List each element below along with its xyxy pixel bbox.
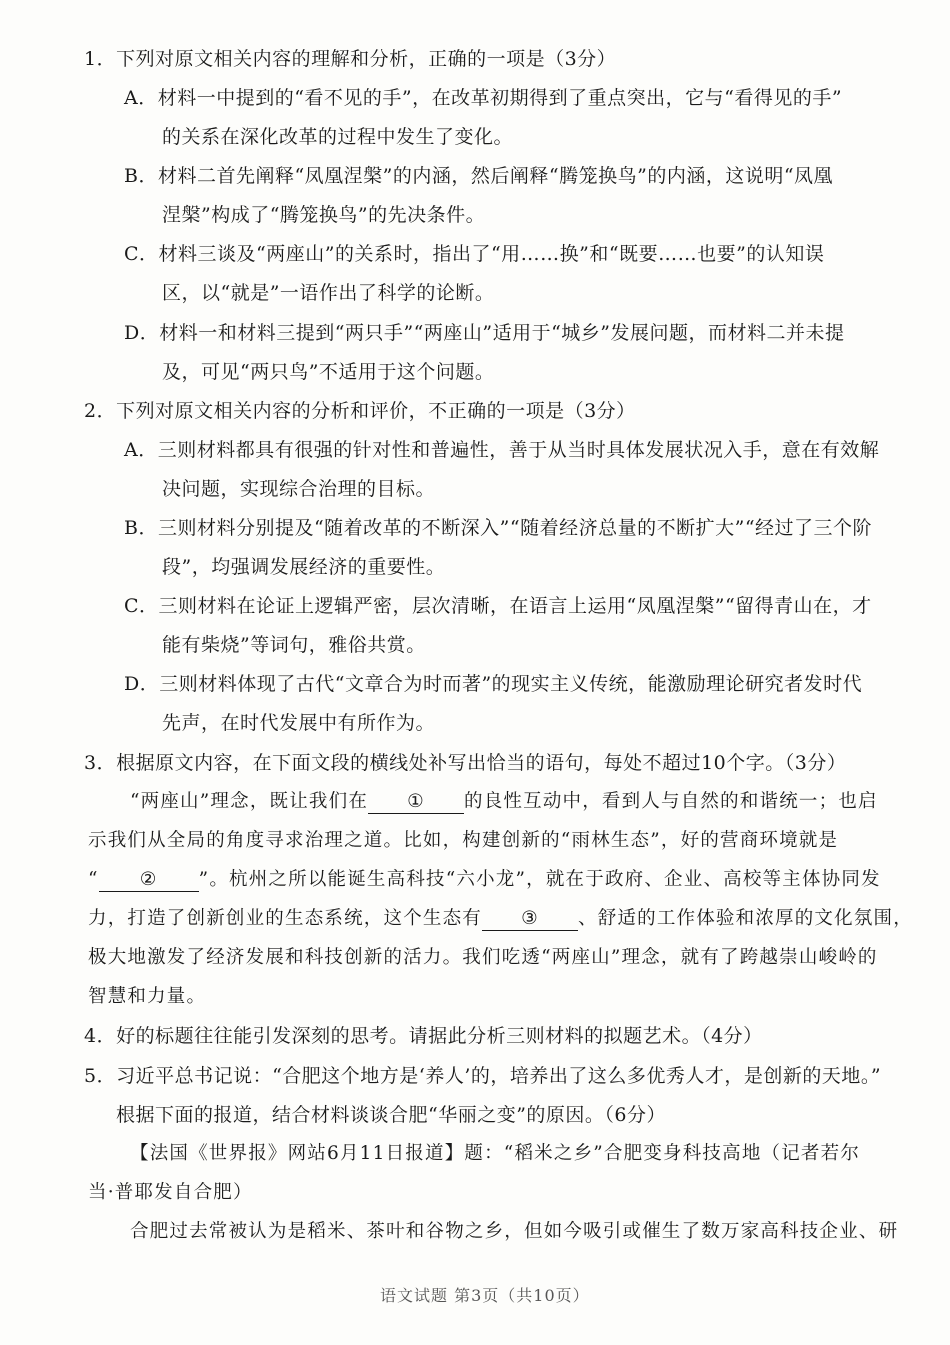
q3-text: 、舒适的工作体验和浓厚的文化氛围， — [578, 908, 913, 929]
q3-text: 的良性互动中，看到人与自然的和谐统一；也启 — [464, 791, 878, 812]
q2-stem: 2．下列对原文相关内容的分析和评价，不正确的一项是（3分） — [84, 400, 636, 422]
report-heading: 【法国《世界报》网站6月11日报道】题：“稻米之乡”合肥变身科技高地（记者若尔 — [130, 1143, 861, 1164]
page-footer: 语文试题 第3页（共10页） — [380, 1286, 590, 1305]
q3-text: ”。杭州之所以能诞生高科技“六小龙”，就在于政府、企业、高校等主体协同发 — [198, 869, 881, 890]
q1-option-a-cont: 的关系在深化改革的过程中发生了变化。 — [162, 126, 514, 148]
q3-para-line-4 — [88, 906, 913, 932]
q1-option-c: C．材料三谈及“两座山”的关系时，指出了“用……换”和“既要……也要”的认知误 — [124, 243, 825, 265]
q1-option-b: B．材料二首先阐释“凤凰涅槃”的内涵，然后阐释“腾笼换鸟”的内涵，这说明“凤凰 — [124, 165, 834, 187]
q3-para-line-1 — [130, 789, 878, 815]
q3-para-line-6: 智慧和力量。 — [88, 986, 207, 1007]
q1-option-a: A．材料一中提到的“看不见的手”，在改革初期得到了重点突出，它与“看得见的手” — [124, 87, 843, 109]
q2-option-b-cont: 段”，均强调发展经济的重要性。 — [162, 556, 446, 578]
q1-option-d-cont: 及，可见“两只鸟”不适用于这个问题。 — [162, 361, 495, 383]
q3-text: “ — [88, 869, 99, 890]
q5-stem-cont: 根据下面的报道，结合材料谈谈合肥“华丽之变”的原因。（6分） — [116, 1104, 667, 1126]
q2-option-b: B．三则材料分别提及“随着改革的不断深入”“随着经济总量的不断扩大”“经过了三个阶 — [124, 517, 873, 539]
q2-option-c-cont: 能有柴烧”等词句，雅俗共赏。 — [162, 634, 426, 656]
q2-option-c: C．三则材料在论证上逻辑严密，层次清晰，在语言上运用“凤凰涅槃”“留得青山在，才 — [124, 595, 872, 617]
q1-option-c-cont: 区，以“就是”一语作出了科学的论断。 — [162, 282, 495, 304]
q3-text: 力，打造了创新创业的生态系统，这个生态有 — [88, 908, 483, 929]
q4-stem: 4．好的标题往往能引发深刻的思考。请据此分析三则材料的拟题艺术。（4分） — [84, 1025, 763, 1047]
q2-option-d-cont: 先声，在时代发展中有所作为。 — [162, 712, 436, 734]
q5-stem: 5．习近平总书记说：“合肥这个地方是‘养人’的，培养出了这么多优秀人才，是创新的天地。” — [84, 1065, 882, 1087]
q2-option-d: D．三则材料体现了古代“文章合为时而著”的现实主义传统，能激励理论研究者发时代 — [124, 673, 863, 695]
fill-blank-3[interactable]: ③ — [482, 908, 578, 931]
report-body: 合肥过去常被认为是稻米、茶叶和谷物之乡，但如今吸引或催生了数万家高科技企业、研 — [130, 1221, 899, 1242]
q1-stem: 1．下列对原文相关内容的理解和分析，正确的一项是（3分） — [84, 48, 617, 70]
fill-blank-1[interactable]: ① — [368, 791, 464, 814]
q3-para-line-5: 极大地激发了经济发展和科技创新的活力。我们吃透“两座山”理念，就有了跨越崇山峻岭的 — [88, 947, 878, 968]
q1-option-d: D．材料一和材料三提到“两只手”“两座山”适用于“城乡”发展问题，而材料二并未提 — [124, 322, 845, 344]
fill-blank-2[interactable]: ② — [99, 869, 199, 892]
q3-para-line-2: 示我们从全局的角度寻求治理之道。比如，构建创新的“雨林生态”，好的营商环境就是 — [88, 830, 839, 851]
q2-option-a: A．三则材料都具有很强的针对性和普遍性，善于从当时具体发展状况入手，意在有效解 — [124, 439, 880, 461]
q3-stem: 3．根据原文内容，在下面文段的横线处补写出恰当的语句，每处不超过10个字。（3分） — [84, 752, 847, 774]
q2-option-a-cont: 决问题，实现综合治理的目标。 — [162, 478, 436, 500]
q1-option-b-cont: 涅槃”构成了“腾笼换鸟”的先决条件。 — [162, 204, 486, 226]
q3-para-line-3 — [88, 867, 881, 893]
q3-text: “两座山”理念，既让我们在 — [130, 791, 369, 812]
report-heading-cont: 当·普耶发自合肥） — [88, 1182, 253, 1203]
